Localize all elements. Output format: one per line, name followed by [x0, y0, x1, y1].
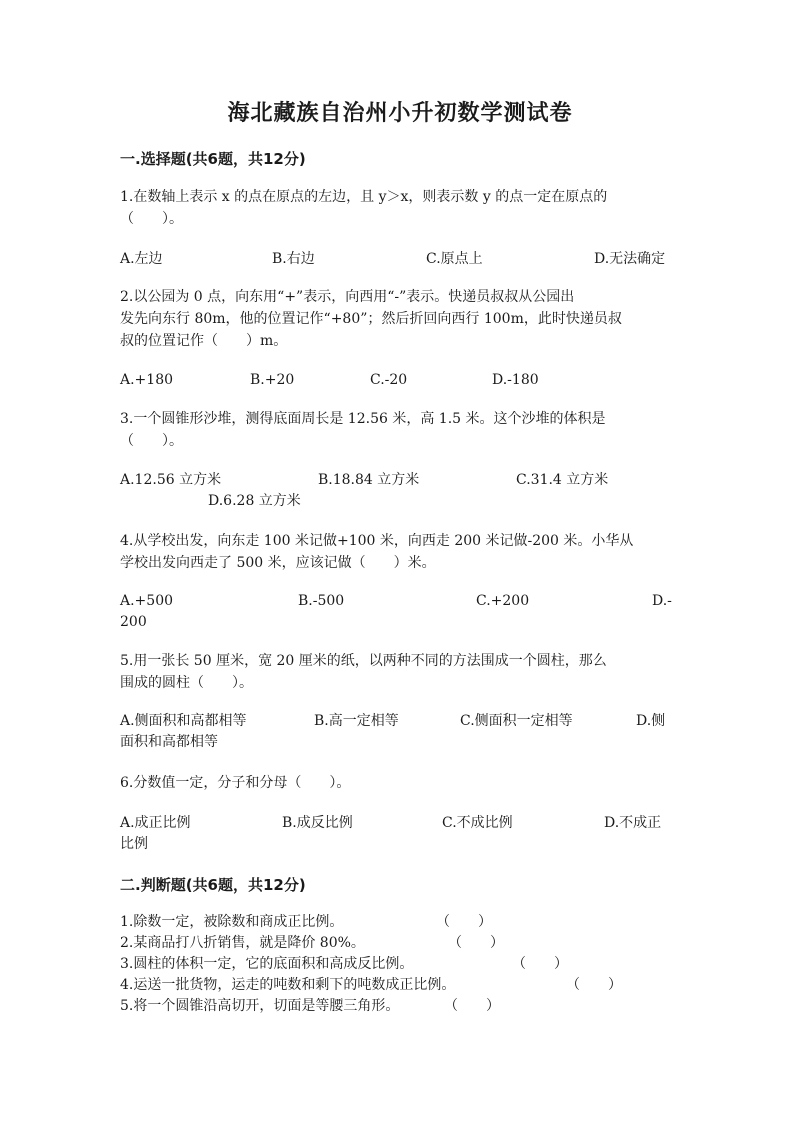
q1-option-b[interactable]: B.右边 [272, 251, 315, 267]
judgement-answer-5[interactable]: （ ） [444, 998, 500, 1014]
judgement-answer-3[interactable]: （ ） [512, 956, 568, 972]
q6-option-a[interactable]: A.成正比例 [120, 815, 191, 831]
section-heading-choice: 一.选择题(共6题，共12分) [120, 150, 306, 168]
q1-option-c[interactable]: C.原点上 [426, 251, 483, 267]
q5-option-d[interactable]: D.侧 [636, 713, 666, 729]
q1-option-a[interactable]: A.左边 [120, 251, 163, 267]
q6-option-b[interactable]: B.成反比例 [282, 815, 353, 831]
judgement-answer-2[interactable]: （ ） [448, 935, 504, 951]
question-2-line-1: 2.以公园为 0 点，向东用“+”表示，向西用“-”表示。快递员叔叔从公园出 [120, 289, 575, 305]
q5-option-b[interactable]: B.高一定相等 [314, 713, 399, 729]
q3-option-b[interactable]: B.18.84 立方米 [318, 472, 420, 488]
q4-option-d[interactable]: D.- [652, 593, 672, 609]
judgement-item-1: 1.除数一定，被除数和商成正比例。 [120, 914, 344, 930]
question-6 [120, 772, 680, 794]
question-5 [120, 650, 680, 694]
question-5-options [120, 710, 680, 732]
question-3-options [120, 469, 680, 491]
question-1 [120, 186, 680, 230]
question-3-line-1: 3.一个圆锥形沙堆，测得底面周长是 12.56 米，高 1.5 米。这个沙堆的体积是 [120, 411, 606, 427]
question-2 [120, 286, 680, 352]
q2-option-a[interactable]: A.+180 [120, 372, 174, 388]
q5-option-d-cont: 面积和高都相等 [120, 734, 218, 750]
q3-option-d[interactable]: D.6.28 立方米 [208, 493, 301, 509]
question-1-options [120, 248, 680, 270]
q4-option-d-cont: 200 [120, 614, 147, 630]
question-4-options [120, 590, 680, 612]
q6-option-d-cont: 比例 [120, 836, 148, 852]
q4-option-a[interactable]: A.+500 [120, 593, 174, 609]
q4-option-c[interactable]: C.+200 [476, 593, 530, 609]
q2-option-c[interactable]: C.-20 [370, 372, 408, 388]
judgement-item-4: 4.运送一批货物，运走的吨数和剩下的吨数成正比例。 [120, 977, 456, 993]
judgement-answer-4[interactable]: （ ） [566, 977, 622, 993]
question-4-line-1: 4.从学校出发，向东走 100 米记做+100 米，向西走 200 米记做-200 米。小华从 [120, 533, 634, 549]
question-4-line-2: 学校出发向西走了 500 米，应该记做（ ）米。 [120, 555, 436, 571]
question-2-line-2: 发先向东行 80m，他的位置记作“+80”；然后折回向西行 100m，此时快递员叔 [120, 311, 622, 327]
question-5-line-1: 5.用一张长 50 厘米，宽 20 厘米的纸，以两种不同的方法围成一个圆柱，那么 [120, 653, 607, 669]
q2-option-b[interactable]: B.+20 [250, 372, 295, 388]
judgement-answer-1[interactable]: （ ） [436, 914, 492, 930]
question-1-line-1: 1.在数轴上表示 x 的点在原点的左边，且 y＞x，则表示数 y 的点一定在原点的 [120, 189, 608, 205]
question-4 [120, 530, 680, 574]
question-3-line-2: （ ）。 [120, 433, 183, 449]
judgement-item-2: 2.某商品打八折销售，就是降价 80%。 [120, 935, 365, 951]
question-2-options [120, 369, 680, 391]
q6-option-c[interactable]: C.不成比例 [442, 815, 513, 831]
judgement-item-3: 3.圆柱的体积一定，它的底面积和高成反比例。 [120, 956, 414, 972]
question-1-line-2: （ ）。 [120, 211, 183, 227]
q2-option-d[interactable]: D.-180 [492, 372, 539, 388]
q3-option-a[interactable]: A.12.56 立方米 [120, 472, 222, 488]
q1-option-d[interactable]: D.无法确定 [594, 251, 666, 267]
judgement-item-5: 5.将一个圆锥沿高切开，切面是等腰三角形。 [120, 998, 400, 1014]
page-title: 海北藏族自治州小升初数学测试卷 [227, 101, 573, 126]
q6-option-d[interactable]: D.不成正 [604, 815, 662, 831]
question-3 [120, 408, 680, 452]
section-heading-judgement: 二.判断题(共6题，共12分) [120, 876, 306, 894]
question-6-options [120, 812, 680, 834]
q5-option-a[interactable]: A.侧面积和高都相等 [120, 713, 247, 729]
q5-option-c[interactable]: C.侧面积一定相等 [460, 713, 573, 729]
question-2-line-3: 叔的位置记作（ ）m。 [120, 333, 288, 349]
q4-option-b[interactable]: B.-500 [298, 593, 345, 609]
question-6-line-1: 6.分数值一定，分子和分母（ ）。 [120, 775, 351, 791]
question-5-line-2: 围成的圆柱（ ）。 [120, 675, 253, 691]
q3-option-c[interactable]: C.31.4 立方米 [516, 472, 609, 488]
